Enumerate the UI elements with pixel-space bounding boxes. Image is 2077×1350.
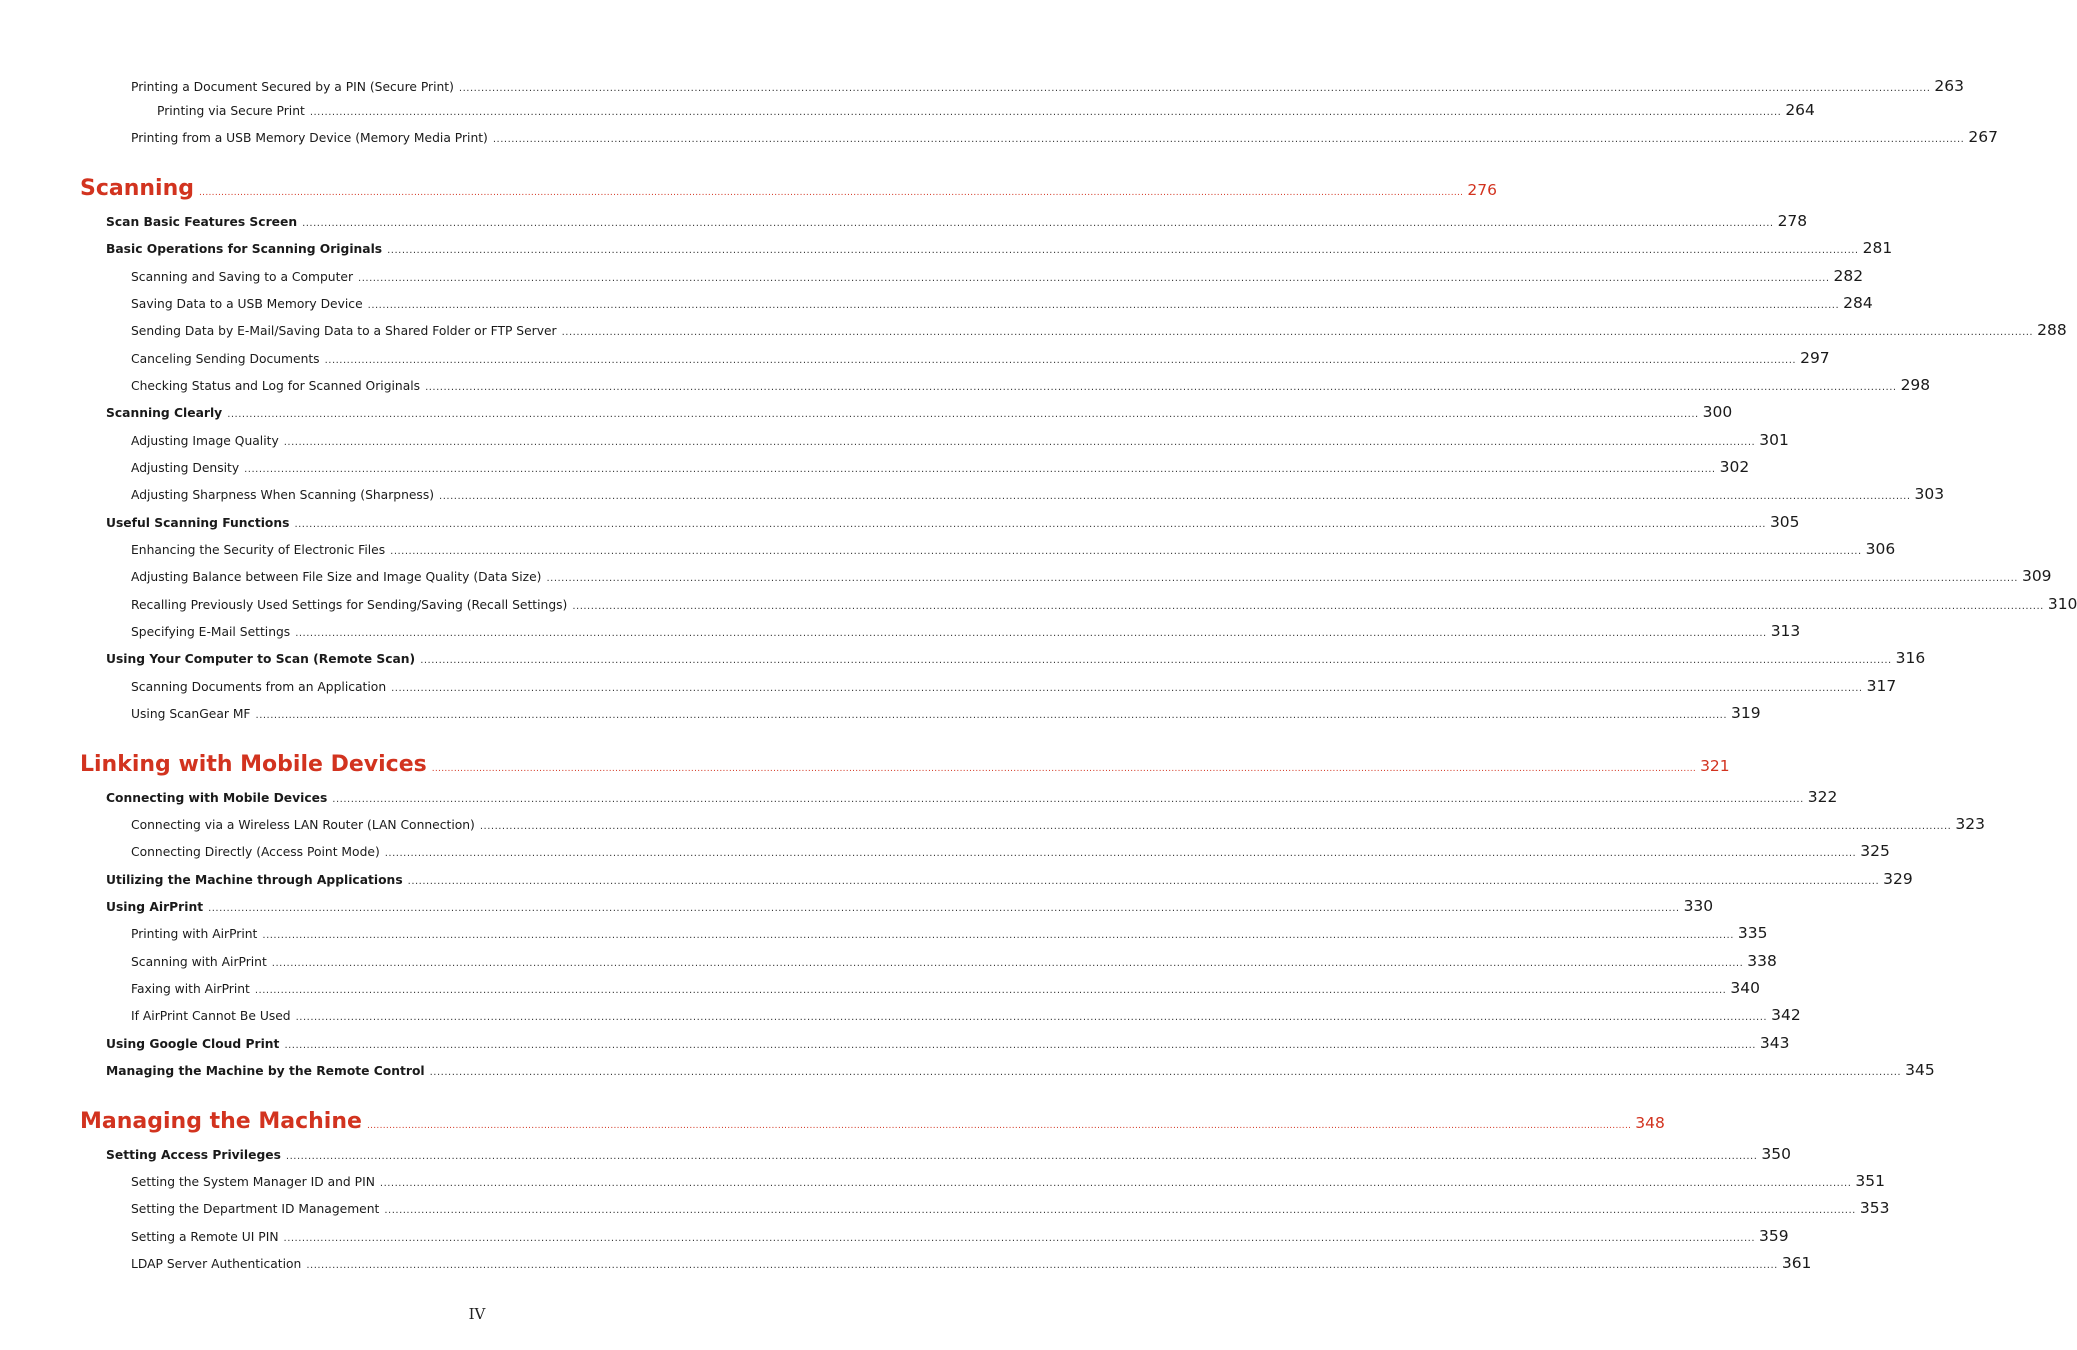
dot-leader: ................................................................................................................................................................................................................................................................................................................................................................................................................ [283, 437, 1756, 448]
dot-leader: ................................................................................................................................................................................................................................................................................................................................................................................................................ [285, 1151, 1758, 1162]
toc-subsection-title: Adjusting Density [131, 461, 240, 475]
toc-subsection-page-number: 342 [1771, 1006, 1801, 1024]
toc-subsection[interactable] [131, 540, 1896, 560]
toc-subsection[interactable] [131, 1172, 1885, 1192]
dot-leader: ................................................................................................................................................................................................................................................................................................................................................................................................................ [379, 1178, 1852, 1189]
toc-chapter-page-number: 276 [1467, 181, 1497, 199]
toc-subsection-title: Checking Status and Log for Scanned Originals [131, 379, 421, 393]
toc-subsection-page-number: 340 [1730, 979, 1760, 997]
toc-subsection[interactable] [131, 815, 1985, 835]
toc-subsection-page-number: 319 [1731, 704, 1761, 722]
toc-subsection-title: Scanning and Saving to a Computer [131, 270, 354, 284]
toc-subsection[interactable] [131, 1199, 1890, 1219]
toc-subsection-page-number: 353 [1859, 1199, 1890, 1217]
toc-section-page-number: 330 [1683, 897, 1714, 915]
toc-subsection-title: Scanning with AirPrint [131, 955, 267, 969]
dot-leader: ................................................................................................................................................................................................................................................................................................................................................................................................................ [429, 1067, 1902, 1078]
dot-leader: ................................................................................................................................................................................................................................................................................................................................................................................................................ [546, 573, 2018, 584]
dot-leader: ................................................................................................................................................................................................................................................................................................................................................................................................................ [324, 355, 1797, 366]
toc-subsection-title: Printing from a USB Memory Device (Memory Media Print) [131, 131, 488, 145]
toc-subsection-page-number: 309 [2021, 567, 2052, 585]
toc-subsection-title: Connecting Directly (Access Point Mode) [131, 845, 380, 859]
dot-leader: ................................................................................................................................................................................................................................................................................................................................................................................................................ [384, 848, 1857, 859]
toc-subsection-page-number: 323 [1955, 815, 1985, 833]
toc-subsection-title: Printing with AirPrint [131, 927, 258, 941]
toc-subsection[interactable] [131, 677, 1897, 697]
dot-leader: ................................................................................................................................................................................................................................................................................................................................................................................................................ [244, 464, 1716, 475]
toc-subsection-title: Setting the System Manager ID and PIN [131, 1175, 375, 1189]
toc-subsection[interactable] [131, 842, 1890, 862]
dot-leader: ................................................................................................................................................................................................................................................................................................................................................................................................................ [295, 1012, 1768, 1023]
dot-leader: ................................................................................................................................................................................................................................................................................................................................................................................................................ [492, 134, 1965, 145]
toc-subsection-page-number: 297 [1800, 349, 1830, 367]
toc-subsection-title: Scanning Documents from an Application [131, 680, 387, 694]
toc-section[interactable] [106, 897, 1714, 917]
toc-subsection[interactable] [131, 458, 1750, 478]
toc-section[interactable] [106, 870, 1913, 890]
toc-chapter-title: Linking with Mobile Devices [80, 752, 427, 777]
toc-subsection-title: Adjusting Sharpness When Scanning (Sharpness) [131, 488, 435, 502]
toc-subsection-title: Setting a Remote UI PIN [131, 1230, 279, 1244]
toc-subsection-title: Printing a Document Secured by a PIN (Secure Print) [131, 80, 454, 94]
dot-leader: ................................................................................................................................................................................................................................................................................................................................................................................................................ [254, 985, 1727, 996]
toc-subsection[interactable] [131, 567, 2052, 587]
toc-subsection[interactable] [131, 1006, 1801, 1026]
page-number-footer: IV [468, 1305, 486, 1323]
toc-chapter[interactable] [80, 176, 1497, 204]
dot-leader: ................................................................................................................................................................................................................................................................................................................................................................................................................ [358, 273, 1830, 284]
toc-subsection-page-number: 263 [1934, 77, 1964, 95]
toc-subsection[interactable] [131, 595, 2077, 615]
toc-subsection-page-number: 335 [1737, 924, 1768, 942]
toc-subsection-title: Faxing with AirPrint [131, 982, 250, 996]
dot-leader: ................................................................................................................................................................................................................................................................................................................................................................................................................ [332, 794, 1804, 805]
toc-section-page-number: 305 [1769, 513, 1800, 531]
toc-section-title: Utilizing the Machine through Applications [106, 873, 403, 887]
toc-section-page-number: 350 [1761, 1145, 1791, 1163]
dot-leader: ................................................................................................................................................................................................................................................................................................................................................................................................................ [479, 821, 1952, 832]
toc-subsection-page-number: 361 [1781, 1254, 1812, 1272]
toc-subsection-title: LDAP Server Authentication [131, 1257, 302, 1271]
toc-subsection-title: Saving Data to a USB Memory Device [131, 297, 363, 311]
toc-section[interactable] [106, 1145, 1791, 1165]
dot-leader: ................................................................................................................................................................................................................................................................................................................................................................................................................ [387, 245, 1859, 256]
toc-section-title: Using Google Cloud Print [106, 1037, 280, 1051]
toc-section[interactable] [106, 239, 1893, 259]
toc-subsection[interactable] [131, 622, 1801, 642]
toc-section[interactable] [106, 788, 1838, 808]
dot-leader: ................................................................................................................................................................................................................................................................................................................................................................................................................ [572, 601, 2044, 612]
toc-section-title: Using Your Computer to Scan (Remote Scan) [106, 652, 416, 666]
toc-section-page-number: 322 [1807, 788, 1838, 806]
toc-subsection-page-number: 303 [1914, 485, 1945, 503]
toc-section[interactable] [106, 513, 1800, 533]
toc-section-title: Connecting with Mobile Devices [106, 791, 328, 805]
dot-leader: ................................................................................................................................................................................................................................................................................................................................................................................................................ [262, 930, 1734, 941]
toc-subsection-page-number: 325 [1860, 842, 1890, 860]
toc-section-page-number: 343 [1759, 1034, 1790, 1052]
toc-subsection[interactable] [131, 924, 1768, 944]
toc-section-page-number: 278 [1777, 212, 1808, 230]
dot-leader: ................................................................................................................................................................................................................................................................................................................................................................................................................ [407, 876, 1880, 887]
dot-leader: ................................................................................................................................................................................................................................................................................................................................................................................................................ [367, 300, 1840, 311]
toc-subsection-title: Using ScanGear MF [131, 707, 251, 721]
toc-section-page-number: 329 [1883, 870, 1913, 888]
toc-section[interactable] [106, 1034, 1790, 1054]
dot-leader: ................................................................................................................................................................................................................................................................................................................................................................................................................ [420, 655, 1892, 666]
dot-leader: ................................................................................................................................................................................................................................................................................................................................................................................................................ [255, 710, 1727, 721]
dot-leader: ................................................................................................................................................................................................................................................................................................................................................................................................................ [271, 958, 1744, 969]
toc-subsection[interactable] [131, 128, 1998, 148]
toc-subsection-title: Setting the Department ID Management [131, 1202, 380, 1216]
dot-leader: ................................................................................................................................................................................................................................................................................................................................................................................................................ [384, 1205, 1856, 1216]
dot-leader: ................................................................................................................................................................................................................................................................................................................................................................................................................ [366, 1121, 1632, 1131]
dot-leader: ................................................................................................................................................................................................................................................................................................................................................................................................................ [294, 519, 1766, 530]
toc-subsection-title: Canceling Sending Documents [131, 352, 320, 366]
dot-leader: ................................................................................................................................................................................................................................................................................................................................................................................................................ [458, 83, 1931, 94]
toc-subsection[interactable] [131, 704, 1761, 724]
toc-chapter-page-number: 321 [1700, 757, 1730, 775]
toc-section-page-number: 345 [1905, 1061, 1935, 1079]
toc-chapter-title: Scanning [80, 176, 195, 201]
dot-leader: ................................................................................................................................................................................................................................................................................................................................................................................................................ [309, 107, 1782, 118]
toc-section-page-number: 300 [1702, 403, 1733, 421]
toc-subsection[interactable] [131, 376, 1931, 396]
dot-leader: ................................................................................................................................................................................................................................................................................................................................................................................................................ [390, 546, 1862, 557]
toc-subsection-page-number: 298 [1900, 376, 1931, 394]
toc-subsection-title: Adjusting Balance between File Size and Image Quality (Data Size) [131, 570, 542, 584]
toc-subsection-page-number: 288 [2037, 321, 2067, 339]
toc-section-title: Useful Scanning Functions [106, 516, 290, 530]
dot-leader: ................................................................................................................................................................................................................................................................................................................................................................................................................ [283, 1233, 1755, 1244]
toc-section-title: Using AirPrint [106, 900, 204, 914]
dot-leader: ................................................................................................................................................................................................................................................................................................................................................................................................................ [302, 218, 1774, 229]
dot-leader: ................................................................................................................................................................................................................................................................................................................................................................................................................ [561, 327, 2034, 338]
dot-leader: ................................................................................................................................................................................................................................................................................................................................................................................................................ [295, 628, 1767, 639]
toc-subsection-page-number: 282 [1833, 267, 1864, 285]
toc-section-title: Scan Basic Features Screen [106, 215, 298, 229]
dot-leader: ................................................................................................................................................................................................................................................................................................................................................................................................................ [306, 1260, 1778, 1271]
toc-section-title: Scanning Clearly [106, 406, 223, 420]
toc-subsection[interactable] [131, 267, 1864, 287]
dot-leader: ................................................................................................................................................................................................................................................................................................................................................................................................................ [199, 188, 1464, 198]
toc-subsection[interactable] [131, 77, 1964, 97]
toc-subsection-title: Enhancing the Security of Electronic Files [131, 543, 386, 557]
dot-leader: ................................................................................................................................................................................................................................................................................................................................................................................................................ [431, 764, 1697, 774]
toc-subsection-page-number: 267 [1968, 128, 1998, 146]
dot-leader: ................................................................................................................................................................................................................................................................................................................................................................................................................ [227, 409, 1699, 420]
toc-subsection-title: Connecting via a Wireless LAN Router (LAN Connection) [131, 818, 475, 832]
dot-leader: ................................................................................................................................................................................................................................................................................................................................................................................................................ [425, 382, 1897, 393]
toc-section[interactable] [106, 649, 1926, 669]
toc-subsection-title: Adjusting Image Quality [131, 434, 279, 448]
toc-section-page-number: 281 [1862, 239, 1893, 257]
toc-subsection-title: Recalling Previously Used Settings for Sending/Saving (Recall Settings) [131, 598, 568, 612]
toc-subsection-page-number: 310 [2047, 595, 2077, 613]
toc-subsection[interactable] [131, 485, 1945, 505]
toc-subsection-page-number: 313 [1770, 622, 1801, 640]
toc-subsection-page-number: 338 [1747, 952, 1777, 970]
toc-section-page-number: 316 [1895, 649, 1926, 667]
dot-leader: ................................................................................................................................................................................................................................................................................................................................................................................................................ [391, 683, 1863, 694]
toc-chapter[interactable] [80, 752, 1730, 780]
toc-section-title: Basic Operations for Scanning Originals [106, 242, 383, 256]
toc-subsection-title: Sending Data by E-Mail/Saving Data to a Shared Folder or FTP Server [131, 324, 557, 338]
toc-subsection[interactable] [131, 952, 1777, 972]
toc-subsection[interactable] [131, 1254, 1812, 1274]
toc-section-title: Managing the Machine by the Remote Control [106, 1064, 425, 1078]
toc-subsection-page-number: 264 [1785, 101, 1815, 119]
toc-subsection-page-number: 317 [1866, 677, 1897, 695]
toc-subsection-page-number: 359 [1759, 1227, 1789, 1245]
toc-section[interactable] [106, 403, 1733, 423]
toc-subsection[interactable] [131, 321, 2067, 341]
toc-section-title: Setting Access Privileges [106, 1148, 281, 1162]
toc-chapter-page-number: 348 [1635, 1114, 1665, 1132]
dot-leader: ................................................................................................................................................................................................................................................................................................................................................................................................................ [439, 491, 1911, 502]
toc-chapter[interactable] [80, 1109, 1665, 1137]
toc-subsection[interactable] [131, 294, 1873, 314]
toc-subsection-page-number: 301 [1759, 431, 1789, 449]
toc-subsection-page-number: 302 [1719, 458, 1750, 476]
toc-subsection[interactable] [157, 101, 1815, 121]
toc-section[interactable] [106, 1061, 1935, 1081]
toc-chapter-title: Managing the Machine [80, 1109, 362, 1134]
toc-section[interactable] [106, 212, 1808, 232]
toc-subsection-page-number: 284 [1843, 294, 1873, 312]
toc-subsection[interactable] [131, 431, 1789, 451]
toc-subsection[interactable] [131, 979, 1760, 999]
toc-subsection-page-number: 306 [1865, 540, 1896, 558]
dot-leader: ................................................................................................................................................................................................................................................................................................................................................................................................................ [284, 1040, 1756, 1051]
toc-subsection[interactable] [131, 1227, 1789, 1247]
toc-subsection-title: Specifying E-Mail Settings [131, 625, 291, 639]
toc-subsection-title: If AirPrint Cannot Be Used [131, 1009, 291, 1023]
toc-subsection-page-number: 351 [1855, 1172, 1885, 1190]
toc-subsection-title: Printing via Secure Print [157, 104, 305, 118]
dot-leader: ................................................................................................................................................................................................................................................................................................................................................................................................................ [208, 903, 1680, 914]
toc-subsection[interactable] [131, 349, 1830, 369]
